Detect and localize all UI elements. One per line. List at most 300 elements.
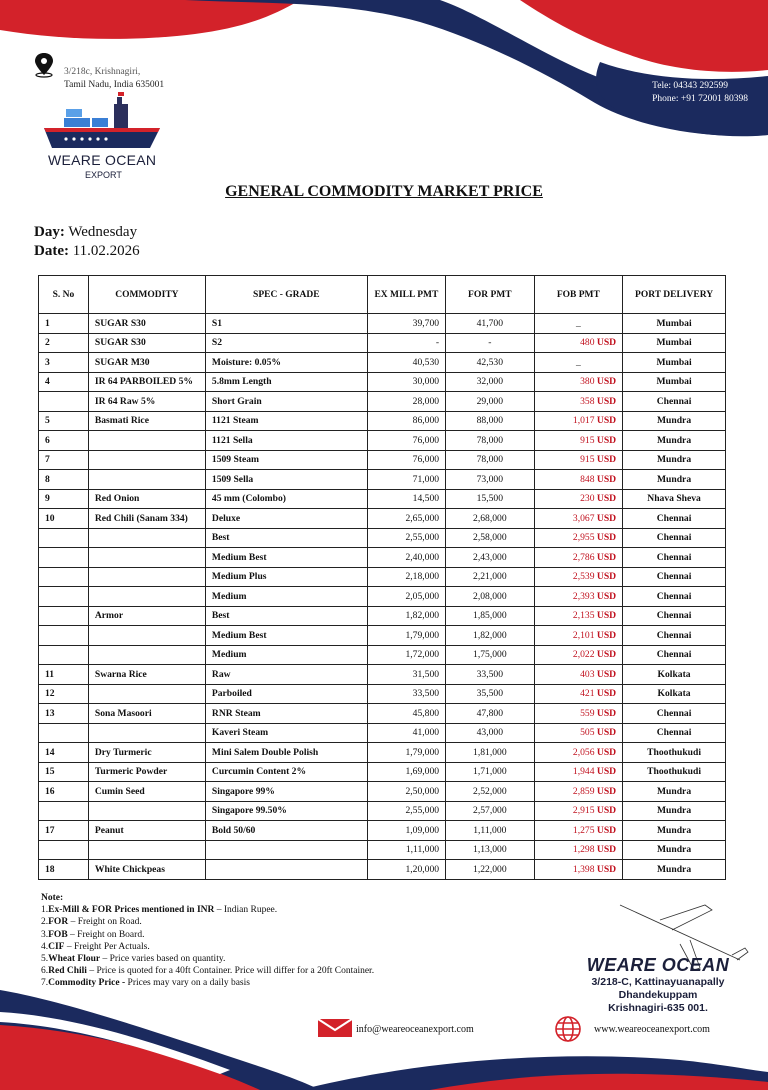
cell-spec: S2: [205, 333, 367, 353]
table-row: [39, 333, 726, 353]
cell-for: 2,21,000: [446, 567, 535, 587]
header-sno: S. No: [39, 276, 89, 314]
fob-unit: USD: [596, 785, 617, 797]
cell-ex-mill: 39,700: [367, 314, 445, 334]
cell-commodity: Basmati Rice: [88, 411, 205, 431]
cell-sno: 7: [39, 450, 89, 470]
cell-fob: [534, 509, 623, 529]
cell-commodity: Turmeric Powder: [88, 762, 205, 782]
cell-fob: [534, 782, 623, 802]
table-row: [39, 626, 726, 646]
table-row: [39, 665, 726, 685]
cell-fob: [534, 801, 623, 821]
table-row: [39, 743, 726, 763]
cell-spec: RNR Steam: [205, 704, 367, 724]
cell-port: Mundra: [623, 470, 726, 490]
cell-ex-mill: 2,18,000: [367, 567, 445, 587]
cell-sno: 12: [39, 684, 89, 704]
cell-for: 35,500: [446, 684, 535, 704]
cell-commodity: SUGAR S30: [88, 314, 205, 334]
globe-icon: [556, 1017, 580, 1041]
note-item: [41, 965, 374, 977]
cell-fob: [534, 333, 623, 353]
cell-spec: 5.8mm Length: [205, 372, 367, 392]
header-for: FOR PMT: [446, 276, 535, 314]
cell-ex-mill: 2,40,000: [367, 548, 445, 568]
fob-value: 915: [580, 434, 595, 446]
fob-unit: USD: [596, 766, 617, 778]
cell-spec: 1509 Steam: [205, 450, 367, 470]
cell-spec: Mini Salem Double Polish: [205, 743, 367, 763]
cell-spec: Medium Best: [205, 548, 367, 568]
cell-fob: [534, 353, 623, 373]
note-term: CIF: [48, 941, 65, 952]
note-number: 7.: [41, 978, 49, 989]
cell-for: 15,500: [446, 489, 535, 509]
fob-value: 915: [580, 454, 595, 466]
cell-for: 2,68,000: [446, 509, 535, 529]
address-line-2: Tamil Nadu, India 635001: [64, 80, 165, 90]
fob-value: 2,022: [572, 649, 595, 661]
fob-unit: USD: [596, 337, 617, 349]
notes-list: [41, 904, 374, 989]
day-label: Day:: [34, 224, 65, 240]
note-number: 5.: [41, 954, 49, 965]
cell-sno: [39, 801, 89, 821]
cell-for: 47,800: [446, 704, 535, 724]
cell-commodity: White Chickpeas: [88, 860, 205, 880]
cell-sno: 18: [39, 860, 89, 880]
cell-sno: [39, 723, 89, 743]
cell-commodity: IR 64 PARBOILED 5%: [88, 372, 205, 392]
cell-ex-mill: 1,72,000: [367, 645, 445, 665]
table-row: [39, 567, 726, 587]
cell-fob: [534, 431, 623, 451]
cell-spec: Best: [205, 528, 367, 548]
cell-spec: Short Grain: [205, 392, 367, 412]
cell-commodity: Armor: [88, 606, 205, 626]
cell-sno: [39, 587, 89, 607]
cell-ex-mill: 1,79,000: [367, 743, 445, 763]
header-spec: SPEC - GRADE: [205, 276, 367, 314]
cell-fob: [534, 392, 623, 412]
cell-commodity: [88, 431, 205, 451]
cell-fob: [534, 684, 623, 704]
cell-for: 1,85,000: [446, 606, 535, 626]
note-text: Prices may vary on a daily basis: [125, 978, 250, 989]
cell-port: Mundra: [623, 821, 726, 841]
note-text: – Freight Per Actuals.: [64, 941, 150, 952]
fob-unit: USD: [596, 434, 617, 446]
fob-value: 2,393: [572, 590, 595, 602]
fob-unit: USD: [596, 551, 617, 563]
cell-sno: 13: [39, 704, 89, 724]
cell-sno: 6: [39, 431, 89, 451]
cell-spec: Raw: [205, 665, 367, 685]
header-port: PORT DELIVERY: [623, 276, 726, 314]
cell-for: 1,75,000: [446, 645, 535, 665]
cell-fob: [534, 528, 623, 548]
fob-unit: USD: [596, 707, 617, 719]
cell-for: 73,000: [446, 470, 535, 490]
fob-value: 2,786: [572, 551, 595, 563]
fob-unit: USD: [596, 571, 617, 583]
note-text: – Freight on Road.: [68, 917, 142, 928]
fob-value: 358: [580, 395, 595, 407]
note-item: [41, 953, 374, 965]
fob-unit: USD: [596, 590, 617, 602]
fob-value: 2,056: [572, 746, 595, 758]
fob-value: 2,539: [572, 571, 595, 583]
cell-for: 1,82,000: [446, 626, 535, 646]
note-number: 3.: [41, 929, 49, 940]
cell-fob: [534, 645, 623, 665]
cell-for: 1,11,000: [446, 821, 535, 841]
table-row: [39, 840, 726, 860]
fob-unit: USD: [596, 473, 617, 485]
date-label: Date:: [34, 243, 69, 259]
cell-sno: 8: [39, 470, 89, 490]
note-item: [41, 941, 374, 953]
note-term: Red Chili: [48, 966, 87, 977]
table-row: [39, 684, 726, 704]
cell-spec: S1: [205, 314, 367, 334]
cell-commodity: IR 64 Raw 5%: [88, 392, 205, 412]
cell-ex-mill: 28,000: [367, 392, 445, 412]
fob-value: 1,944: [572, 766, 595, 778]
table-row: [39, 606, 726, 626]
cell-commodity: [88, 587, 205, 607]
cell-sno: 1: [39, 314, 89, 334]
tele-number: Tele: 04343 292599: [652, 81, 728, 91]
cell-fob: [534, 840, 623, 860]
cell-ex-mill: 2,55,000: [367, 528, 445, 548]
contact-info: [652, 80, 748, 106]
cell-ex-mill: 71,000: [367, 470, 445, 490]
fob-value: _: [575, 356, 581, 368]
cell-spec: Kaveri Steam: [205, 723, 367, 743]
fob-value: _: [575, 317, 581, 329]
cell-for: 78,000: [446, 450, 535, 470]
cell-spec: [205, 840, 367, 860]
cell-sno: [39, 645, 89, 665]
cell-sno: 3: [39, 353, 89, 373]
cell-spec: Curcumin Content 2%: [205, 762, 367, 782]
cell-for: -: [446, 333, 535, 353]
cell-for: 1,81,000: [446, 743, 535, 763]
fob-unit: USD: [596, 454, 617, 466]
note-text: – Freight on Board.: [67, 929, 145, 940]
stamp-name: WEARE OCEAN: [586, 955, 730, 975]
cell-port: Mundra: [623, 782, 726, 802]
cell-fob: [534, 665, 623, 685]
cell-spec: Best: [205, 606, 367, 626]
cell-ex-mill: 30,000: [367, 372, 445, 392]
cell-spec: Medium Best: [205, 626, 367, 646]
fob-value: 1,275: [572, 824, 595, 836]
header-commodity: COMMODITY: [88, 276, 205, 314]
cell-for: 2,43,000: [446, 548, 535, 568]
brand-subtitle: EXPORT: [85, 170, 122, 180]
fob-unit: USD: [596, 415, 617, 427]
cell-ex-mill: 1,69,000: [367, 762, 445, 782]
note-text: – Indian Rupee.: [214, 905, 278, 916]
cell-spec: Singapore 99.50%: [205, 801, 367, 821]
cell-ex-mill: 2,65,000: [367, 509, 445, 529]
cell-spec: 1121 Sella: [205, 431, 367, 451]
cell-ex-mill: 86,000: [367, 411, 445, 431]
cell-fob: [534, 821, 623, 841]
top-left-red-wave: [0, 0, 300, 39]
footer-email[interactable]: info@weareoceanexport.com: [356, 1024, 474, 1035]
cell-sno: [39, 392, 89, 412]
note-text: – Price is quoted for a 40ft Container. Price will differ for a 20ft Container.: [86, 966, 375, 977]
cell-commodity: SUGAR S30: [88, 333, 205, 353]
cell-sno: 2: [39, 333, 89, 353]
cell-port: Kolkata: [623, 665, 726, 685]
cell-ex-mill: 14,500: [367, 489, 445, 509]
cell-commodity: SUGAR M30: [88, 353, 205, 373]
cell-commodity: Red Chili (Sanam 334): [88, 509, 205, 529]
ship-logo-icon: [44, 92, 160, 148]
table-row: [39, 587, 726, 607]
cell-commodity: [88, 723, 205, 743]
cell-spec: Medium: [205, 645, 367, 665]
fob-value: 2,135: [572, 610, 595, 622]
cell-port: Chennai: [623, 548, 726, 568]
cell-fob: [534, 606, 623, 626]
note-term: Ex-Mill & FOR Prices mentioned in INR: [48, 905, 215, 916]
cell-for: 1,13,000: [446, 840, 535, 860]
cell-fob: [534, 470, 623, 490]
note-term: FOB: [48, 929, 68, 940]
cell-commodity: [88, 528, 205, 548]
phone-number: Phone: +91 72001 80398: [652, 94, 748, 104]
fob-unit: USD: [596, 376, 617, 388]
table-row: [39, 528, 726, 548]
notes-section: [41, 892, 374, 990]
cell-for: 1,71,000: [446, 762, 535, 782]
note-item: [41, 929, 374, 941]
cell-sno: [39, 567, 89, 587]
table-row: [39, 431, 726, 451]
cell-port: Mundra: [623, 860, 726, 880]
company-address: [64, 66, 164, 92]
cell-commodity: Dry Turmeric: [88, 743, 205, 763]
fob-value: 505: [580, 727, 595, 739]
cell-port: Thoothukudi: [623, 743, 726, 763]
cell-ex-mill: 45,800: [367, 704, 445, 724]
cell-for: 42,530: [446, 353, 535, 373]
cell-ex-mill: 2,50,000: [367, 782, 445, 802]
fob-unit: USD: [596, 493, 617, 505]
header-ex-mill: EX MILL PMT: [367, 276, 445, 314]
table-row: [39, 411, 726, 431]
cell-for: 78,000: [446, 431, 535, 451]
cell-sno: 15: [39, 762, 89, 782]
cell-fob: [534, 450, 623, 470]
cell-sno: [39, 840, 89, 860]
brand-name: WEARE OCEAN: [48, 152, 157, 168]
fob-value: 1,017: [572, 415, 595, 427]
cell-spec: Medium: [205, 587, 367, 607]
table-row: [39, 801, 726, 821]
fob-unit: USD: [596, 532, 617, 544]
cell-for: 33,500: [446, 665, 535, 685]
cell-for: 43,000: [446, 723, 535, 743]
cell-commodity: [88, 840, 205, 860]
cell-sno: 16: [39, 782, 89, 802]
cell-for: 41,700: [446, 314, 535, 334]
cell-port: Mundra: [623, 411, 726, 431]
cell-spec: Medium Plus: [205, 567, 367, 587]
company-stamp: [578, 955, 738, 1015]
cell-commodity: [88, 626, 205, 646]
cell-for: 32,000: [446, 372, 535, 392]
fob-value: 2,859: [572, 785, 595, 797]
cell-port: Chennai: [623, 509, 726, 529]
cell-port: Mumbai: [623, 314, 726, 334]
fob-value: 2,955: [572, 532, 595, 544]
cell-spec: Deluxe: [205, 509, 367, 529]
cell-sno: 4: [39, 372, 89, 392]
cell-fob: [534, 372, 623, 392]
cell-commodity: Sona Masoori: [88, 704, 205, 724]
note-number: 2.: [41, 917, 49, 928]
cell-ex-mill: 1,79,000: [367, 626, 445, 646]
fob-value: 2,101: [572, 629, 595, 641]
cell-sno: 5: [39, 411, 89, 431]
cell-for: 88,000: [446, 411, 535, 431]
table-row: [39, 489, 726, 509]
cell-spec: 1121 Steam: [205, 411, 367, 431]
fob-unit: USD: [596, 727, 617, 739]
table-row: [39, 704, 726, 724]
cell-spec: [205, 860, 367, 880]
fob-unit: USD: [596, 668, 617, 680]
table-row: [39, 470, 726, 490]
cell-port: Mumbai: [623, 372, 726, 392]
cell-fob: [534, 567, 623, 587]
cell-ex-mill: 2,05,000: [367, 587, 445, 607]
cell-port: Chennai: [623, 392, 726, 412]
table-row: [39, 372, 726, 392]
note-text: – Price varies based on quantity.: [100, 954, 226, 965]
cell-fob: [534, 411, 623, 431]
cell-fob: [534, 626, 623, 646]
cell-ex-mill: 2,55,000: [367, 801, 445, 821]
cell-commodity: Swarna Rice: [88, 665, 205, 685]
cell-ex-mill: 76,000: [367, 431, 445, 451]
cell-for: 2,57,000: [446, 801, 535, 821]
table-row: [39, 314, 726, 334]
cell-port: Mundra: [623, 840, 726, 860]
cell-fob: [534, 548, 623, 568]
cell-ex-mill: 76,000: [367, 450, 445, 470]
table-row: [39, 353, 726, 373]
cell-port: Chennai: [623, 704, 726, 724]
cell-ex-mill: 1,82,000: [367, 606, 445, 626]
note-term: Commodity Price -: [48, 978, 126, 989]
stamp-line-2: Dhandekuppam: [618, 989, 698, 1001]
fob-value: 559: [580, 707, 595, 719]
cell-sno: 11: [39, 665, 89, 685]
fob-unit: USD: [596, 844, 617, 856]
cell-sno: [39, 528, 89, 548]
note-number: 4.: [41, 941, 49, 952]
note-number: 1.: [41, 905, 49, 916]
cell-commodity: Red Onion: [88, 489, 205, 509]
cell-fob: [534, 489, 623, 509]
cell-port: Mumbai: [623, 353, 726, 373]
fob-value: 2,915: [572, 805, 595, 817]
cell-commodity: Cumin Seed: [88, 782, 205, 802]
fob-value: 3,067: [572, 512, 595, 524]
fob-unit: USD: [596, 610, 617, 622]
cell-port: Mundra: [623, 431, 726, 451]
fob-unit: USD: [596, 746, 617, 758]
table-row: [39, 723, 726, 743]
note-item: [41, 904, 374, 916]
table-row: [39, 392, 726, 412]
cell-ex-mill: 33,500: [367, 684, 445, 704]
fob-unit: USD: [596, 688, 617, 700]
note-term: FOR: [48, 917, 69, 928]
cell-port: Nhava Sheva: [623, 489, 726, 509]
cell-ex-mill: 1,20,000: [367, 860, 445, 880]
cell-port: Chennai: [623, 626, 726, 646]
cell-sno: [39, 606, 89, 626]
day-line: [34, 224, 137, 241]
note-term: Wheat Flour: [48, 954, 101, 965]
cell-fob: [534, 860, 623, 880]
page-title: GENERAL COMMODITY MARKET PRICE: [225, 183, 543, 200]
cell-commodity: Peanut: [88, 821, 205, 841]
notes-heading: Note:: [41, 893, 64, 903]
cell-port: Mumbai: [623, 333, 726, 353]
table-row: [39, 762, 726, 782]
table-row: [39, 548, 726, 568]
cell-port: Chennai: [623, 606, 726, 626]
cell-for: 29,000: [446, 392, 535, 412]
cell-sno: 10: [39, 509, 89, 529]
cell-for: 1,22,000: [446, 860, 535, 880]
fob-value: 480: [580, 337, 595, 349]
cell-spec: 1509 Sella: [205, 470, 367, 490]
cell-spec: Bold 50/60: [205, 821, 367, 841]
cell-port: Kolkata: [623, 684, 726, 704]
cell-port: Chennai: [623, 587, 726, 607]
cell-port: Mundra: [623, 450, 726, 470]
stamp-line-3: Krishnagiri-635 001.: [608, 1002, 708, 1014]
fob-value: 1,398: [572, 863, 595, 875]
fob-unit: USD: [596, 512, 617, 524]
cell-fob: [534, 762, 623, 782]
table-row: [39, 782, 726, 802]
cell-commodity: [88, 567, 205, 587]
footer-website[interactable]: www.weareoceanexport.com: [594, 1024, 710, 1035]
cell-sno: 14: [39, 743, 89, 763]
cell-ex-mill: -: [367, 333, 445, 353]
cell-fob: [534, 314, 623, 334]
cell-for: 2,52,000: [446, 782, 535, 802]
fob-value: 848: [580, 473, 595, 485]
cell-ex-mill: 41,000: [367, 723, 445, 743]
cell-sno: [39, 548, 89, 568]
fob-value: 403: [580, 668, 595, 680]
cell-commodity: [88, 470, 205, 490]
mail-icon: [318, 1019, 352, 1037]
